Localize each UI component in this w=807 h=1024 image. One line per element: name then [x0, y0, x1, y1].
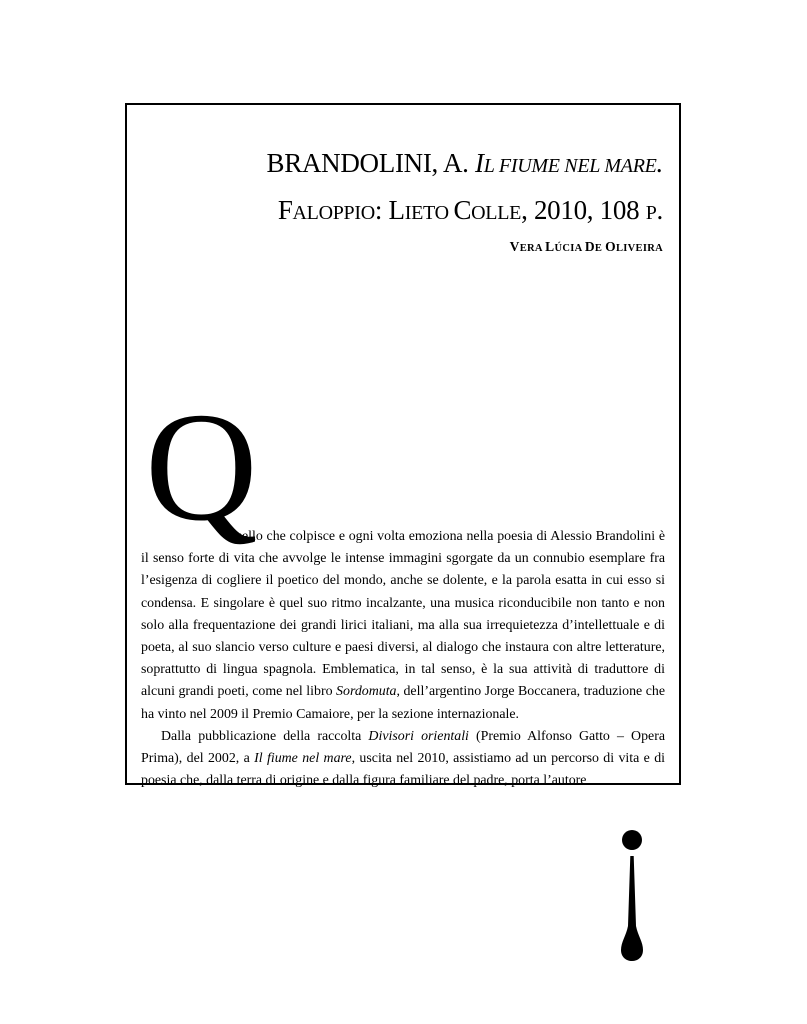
- review-frame: [125, 103, 681, 789]
- title-line-1: BRANDOLINI, A. IL FIUME NEL MARE.: [266, 148, 663, 178]
- article-body: [141, 526, 665, 792]
- title-line-2: FALOPPIO: LIETO COLLE, 2010, 108 P.: [277, 195, 663, 225]
- review-title: [267, 141, 663, 235]
- paragraph-1: uello che colpisce e ogni volta emoziona nella poesia di Alessio Brandolini è il senso forte di vita che avvolge le intense immagini sgorgate da un connubio esemplare fra l’esigenza di cogliere il poetico del mondo, anche se dolente, e la parola esatta in cui esso si condensa. E singolare è quel suo ritmo incalzante, una musica riconducibile non tanto e non solo alla frequentazione dei grandi lirici italiani, ma alla sua irrequietezza d’intellettuale e di poeta, al suo slancio verso culture e paesi diversi, al dialogo che instaura con altre letterature, soprattutto di lingua spagnola. Emblematica, in tal senso, è la sua attività di traduttore di alcuni grandi poeti, come nel libro Sordomuta, dell’argentino Jorge Boccanera, traduzione che ha vinto nel 2009 il Premio Camaiore, per la sezione internazionale.: [141, 529, 666, 722]
- drop-cap: Q: [145, 380, 258, 553]
- paragraph-2: Dalla pubblicazione della raccolta Divisori orientali (Premio Alfonso Gatto – Opera Prima), del 2002, a Il fiume nel mare, uscita nel 2010, assistiamo ad un percorso di vita e di poesia che, dalla terra di origine e dalla figura familiare del padre, porta l’autore: [141, 728, 666, 789]
- review-author: VERA LÚCIA DE OLIVEIRA: [509, 239, 663, 254]
- inverted-exclamation-icon: [617, 826, 647, 962]
